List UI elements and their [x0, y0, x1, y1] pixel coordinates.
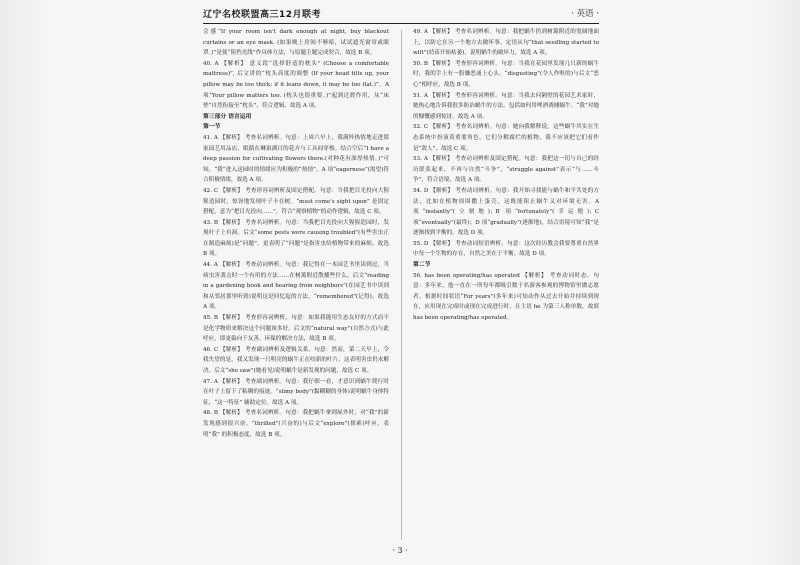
answer-paragraph: 43. B 【解析】 考查名词辨析。句意：当我把目光投向大猩猩造园时，发现叶子上有洞。后文“some pests were causing troubled”(有些害虫正在制造麻烦)是“问题”，更表明了“问题”是指害虫给植物带来的麻烦。故选 B 项。 — [203, 219, 389, 258]
section-heading: 第一节 — [203, 124, 221, 131]
answer-paragraph: 56. has been operating/has operated 【解析】 考查动词时态。句意：多年来，他一直在一所每年都吸引数千名游客参观的博物馆里做志愿者。根据时间状语“For years”(多年来)可知动作从过去开始并持续到现在，应用现在完成时或现在完成进行时，且主语 he 为第三人称单数，故填 has been operating/has operated。 — [413, 272, 599, 322]
answer-paragraph: 45. B 【解析】 考查形容词辨析。句意：如果我能用生态友好的方式而不是化学物质来解决这个问题该多好。后文的“natural way”(自然方式)与此呼应，即更偏向于友善、环保的解决方法，故选 B 项。 — [203, 315, 389, 343]
page-number: · 3 · — [392, 546, 408, 555]
answer-paragraph: 53. A 【解析】 考查动词辨析及固定搭配。句意：我把这一切与自己的经历联系起来，不再与自然“斗争”，“struggle against”表示“与……斗争”，符合语境，故选 A 项。 — [413, 156, 599, 184]
answer-paragraph: 40. A 【解析】 意义段“选择舒适的枕头” (Choose a comfortable mattress)”, 后文讲的“枕头高度的调整 (If your head tilts up, your pillow may be too thick; if it leans down, it may be too flat.)”。A 项“Your pillow matters too. (枕头也很重要。)”起到过渡作用，从“床垫”自然衔接至“枕头”，符合逻辑，故选 A 项。 — [203, 60, 389, 110]
page-header — [203, 7, 599, 24]
answer-paragraph: 44. A 【解析】 考查动词辨析。句意：我记得在一本园艺书里读到过，当病虫害袭击时一个有用的方法……在树篱附近散播些什么。后文“reading in a gardening book and hearing from neighbors”(在园艺书中读到和从邻居那里听到)说明这是回忆起的方法，“remembered”(记得)，故选 A 项。 — [203, 262, 389, 311]
answer-paragraph: 41. A 【解析】 考查名词辨析。句意：上周六早上，我满怀热情地走进那家园艺用品店，眼睛在琳琅满目的花卉与工具间穿梭。结合空后“I have a deep passion for cultivating flowers there.(对种花有深厚热情。)”可知，“我”进入这园时的情绪应为积极的“热情”。A 项“eagerness”(渴望)符合积极情绪，故选 A 项。 — [203, 134, 389, 184]
answer-paragraph: 55. D 【解析】 考查动词短语辨析。句意：这次经历教会我要尊重自然界中每一个生物的存在，自然之美在于平衡。故选 D 项。 — [413, 240, 599, 258]
answer-paragraph: 51. A 【解析】 考查形容词辨析。句意：当我去问隔壁的花园艺术家时，她热心地告诉我很多防治蜗牛的方法，包括如何用啤酒诱捕蜗牛。“我”对她的慷慨感到惊讶，故选 A 项。 — [413, 92, 599, 120]
answer-paragraph: 48. B 【解析】 考查名词辨析。句意：我把蜗牛拿到屋外时，对“我”的新发现感到很兴奋。“thrilled”(兴奋的)与后文“explore”(探索)呼应，表明“我” 的积极态度，故选 B 项。 — [203, 410, 389, 438]
answer-paragraph: 54. D 【解析】 考查动词辨析。句意：我开始寻找能与蜗牛和平共处的方法，比如在植物周围撒上蛋壳，这既能阻止蜗牛又对环境无害。A 项“instantly”(立刻地)；B 项“fortunately”(幸运地)；C 项“eventually”(最终)；D 项“gradually”(逐渐地)，结合语境可知“我”是逐渐找到平衡的，故选 D 项。 — [413, 187, 599, 237]
answer-paragraph: 42. C 【解析】 考查形容词辨析及固定搭配。句意：当我把目光投向大猩猩造园时，惊讶地发现叶子卡在树。“must come's sight upon” 是固定搭配，意为“把目光投向……”，符合“观察植物”的动作逻辑，故选 C 项。 — [203, 187, 389, 216]
subject-label: · 英语 · — [571, 9, 599, 19]
column-divider — [401, 30, 402, 540]
section-heading: 第二节 — [413, 262, 431, 269]
answer-paragraph: 50. B 【解析】 考查形容词辨析。句意：当我在花园里发现几只新的蜗牛时，我的手上有一股嫌恶涌上心头。“disgusting”(令人作呕的)与后文“恶心”相呼应，故选 B 项。 — [413, 60, 599, 88]
right-column — [413, 27, 599, 542]
left-column — [203, 27, 389, 542]
exam-title: 辽宁名校联盟高三12月联考 — [203, 10, 322, 20]
answer-paragraph: 会感“If your room isn't dark enough at night, buy blackout curtains or an eye mask. (如果晚上房间不够暗，试试遮光窗帘或眼罩。)”是使“阻挡光线”作具体方法，与原题主题完成契合，故选 B 项。 — [203, 29, 389, 57]
answer-paragraph: 49. A 【解析】 考查名词辨析。句意：我把蜗牛扔到树篱附近的宽阔地面上，以防它在另一个地方去做坏事。定语从句“that seedling started to wilt”(幼苗开始枯萎)，说明蜗牛的破坏力，故选 A 项。 — [413, 29, 599, 57]
answer-paragraph: 46. C 【解析】 考查副词辨析及逻辑关系。句意：然而，第二天早上，令我失望的是，我又发现一只明亮的蜗牛正在咬新的叶片，这表明害虫仍未解决。后文“she saw”(她看见)说明蜗牛是新发现的问题，故选 C 项。 — [203, 346, 389, 374]
answer-paragraph: 47. A 【解析】 考查副词辨析。句意：我仔细一看，才意识到蜗牛爬行时在叶子上留下了粘稠的痕迹。“slimy body”(黏糊糊的身体)说明蜗牛身体特征，“这一特征” 辅助定位。故选 A 项。 — [203, 378, 389, 406]
answer-paragraph: 52. C 【解析】 考查名词辨析。句意：她向我解释说，这些蜗牛其实在生态系统中扮演着重要角色，它们分解腐烂的植物，我不应该把它们看作是“敌人”，故选 C 项。 — [413, 124, 599, 152]
section-heading: 第三部分 语言运用 — [203, 113, 252, 120]
